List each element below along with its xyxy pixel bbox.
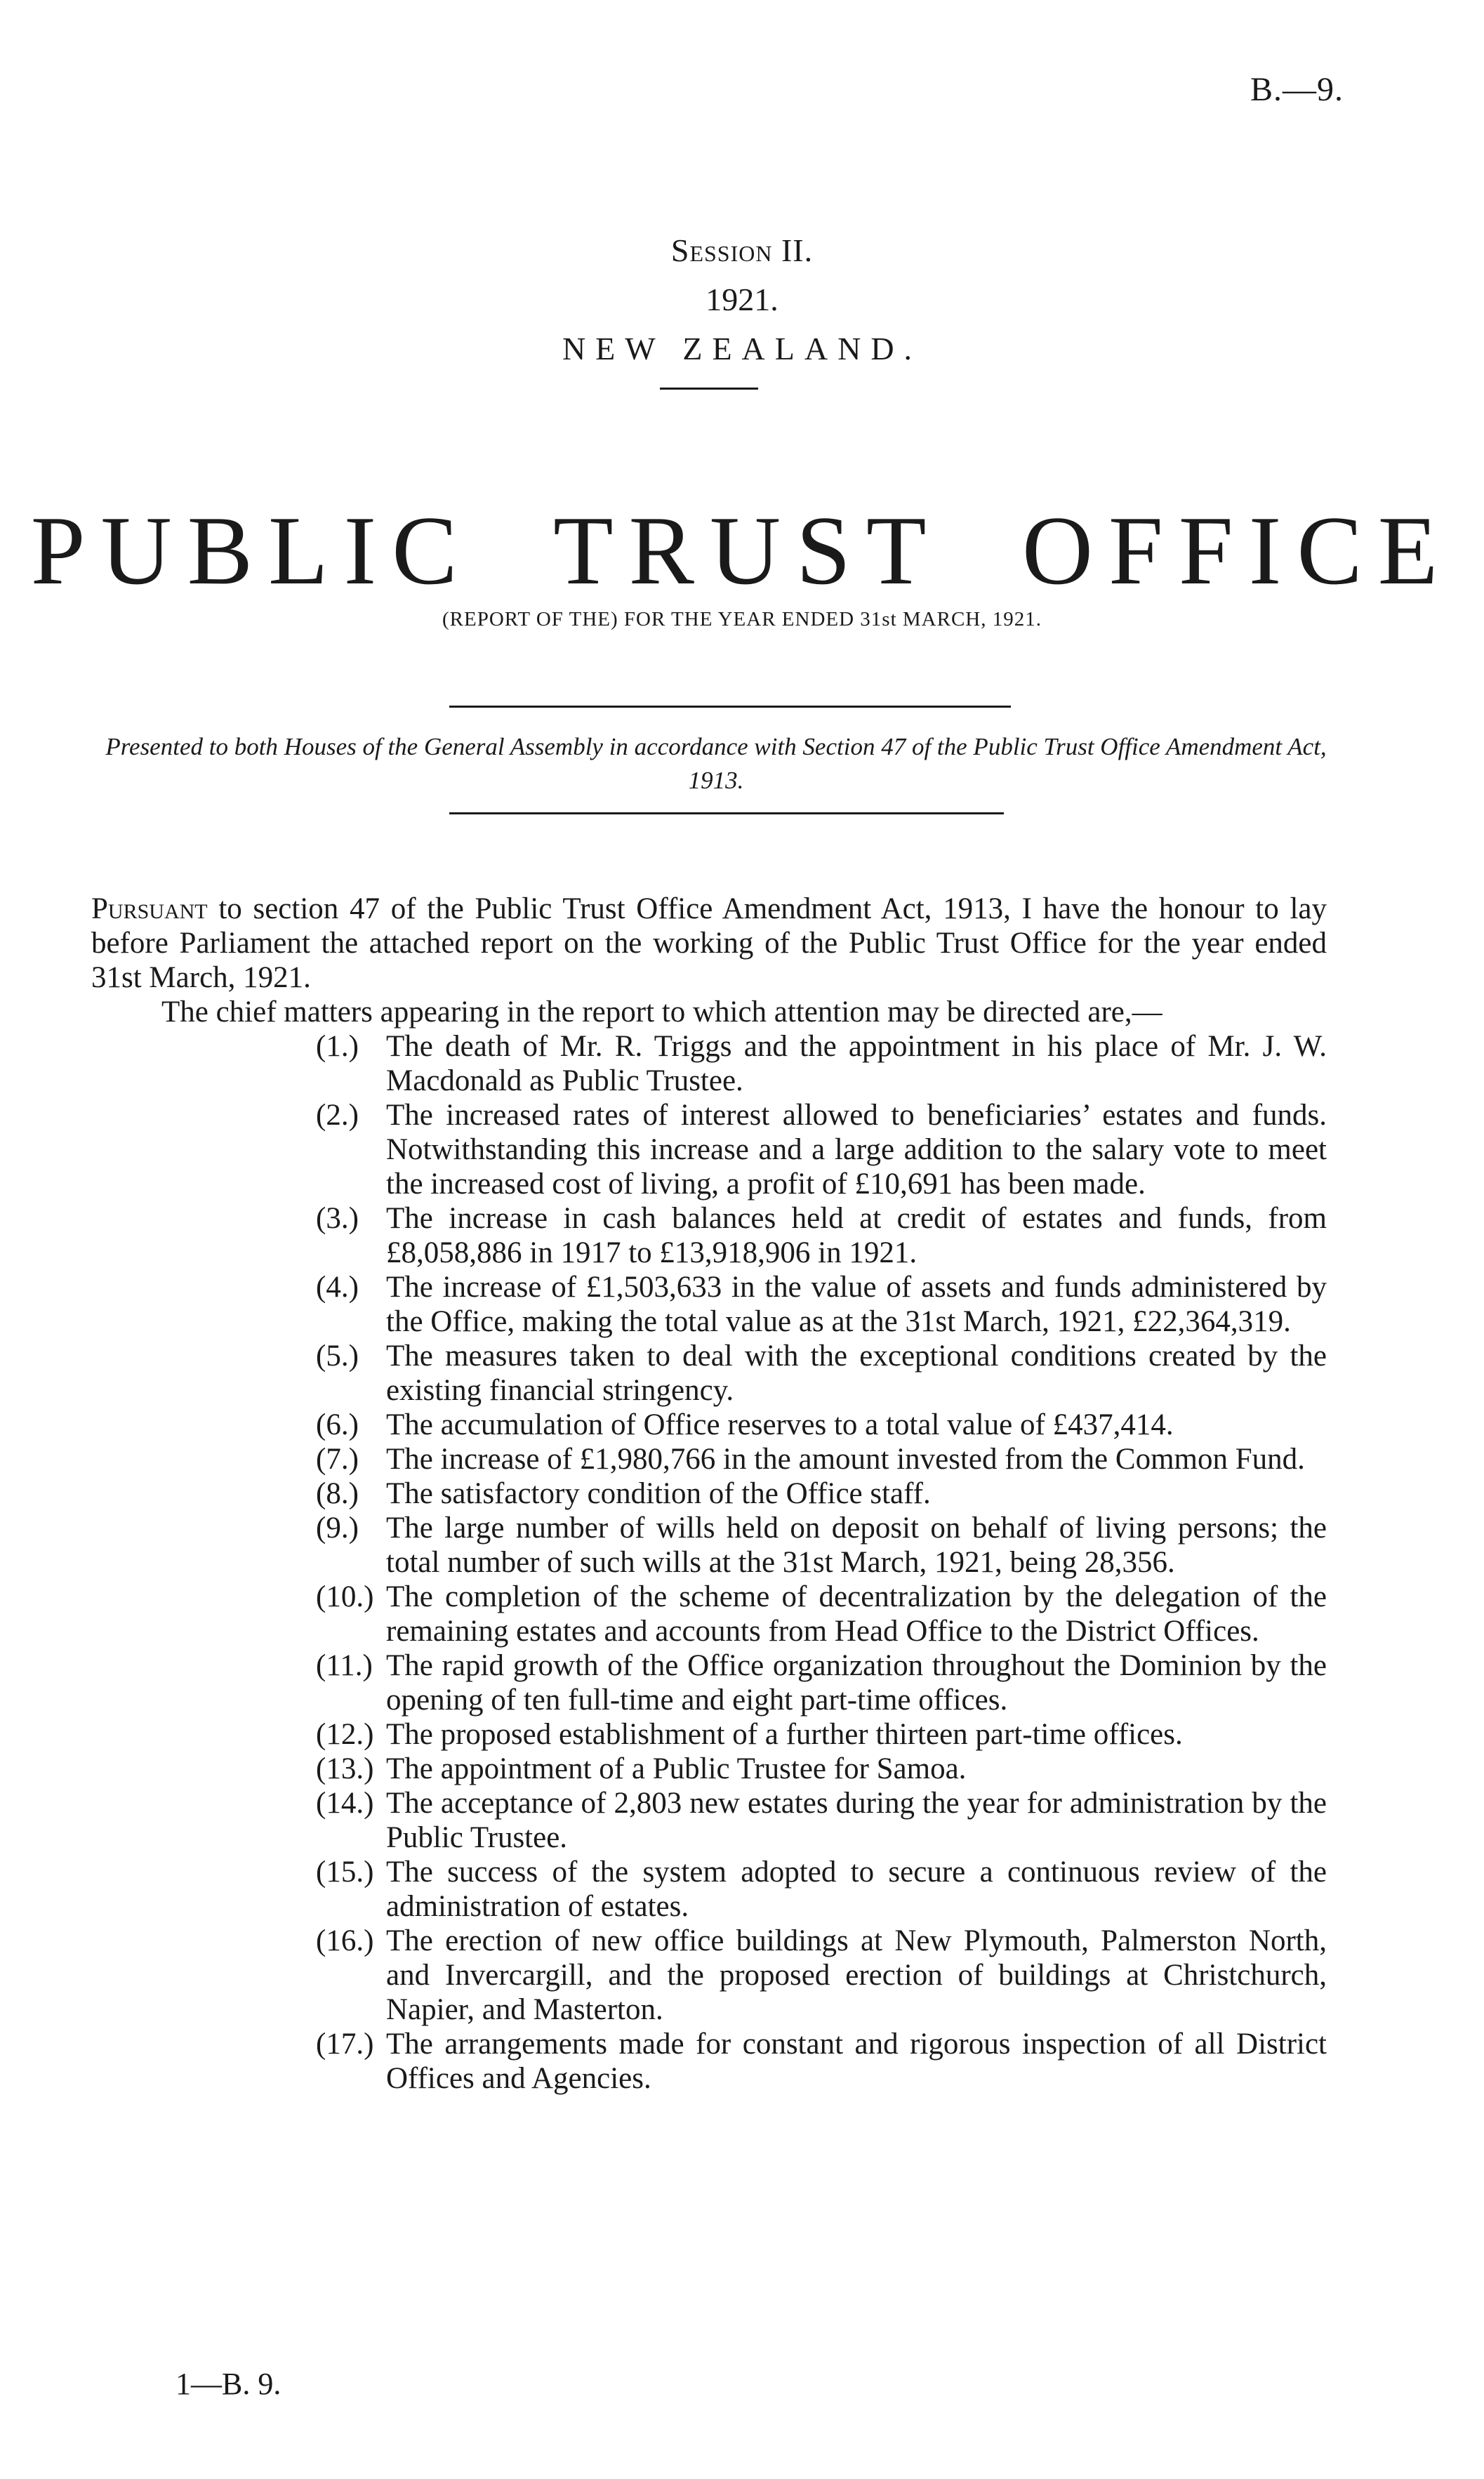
list-item-text: The erection of new office buildings at New Plymouth, Palmerston North, and Invercargill, and the proposed erection of buildings at Christchurch, Napier, and Masterton. [386,1924,1327,2026]
list-item-text: The increase in cash balances held at credit of estates and funds, from £8,058,886 in 1917 to £13,918,906 in 1921. [386,1202,1327,1269]
presentation-note: Presented to both Houses of the General Assembly in accordance with Section 47 of the Public Trust Office Amendment Act, 1913. [105,733,1327,794]
list-item-text: The proposed establishment of a further thirteen part-time offices. [386,1718,1183,1751]
list-item: (5.) The measures taken to deal with the exceptional conditions created by the existing financial stringency. [316,1340,1327,1407]
report-body [91,892,1327,2096]
divider-rule [660,388,758,390]
session-year: 1921. [705,282,779,317]
list-item: (4.) The increase of £1,503,633 in the value of assets and funds administered by the Office, making the total value as at the 31st March, 1921, £22,364,319. [316,1271,1327,1338]
list-item-text: The increase of £1,503,633 in the value of assets and funds administered by the Office, making the total value as at the 31st March, 1921, £22,364,319. [386,1271,1327,1338]
list-item: (7.) The increase of £1,980,766 in the amount invested from the Common Fund. [316,1443,1305,1476]
list-item: (15.) The success of the system adopted to secure a continuous review of the administration of estates. [316,1856,1327,1923]
list-item: (3.) The increase in cash balances held at credit of estates and funds, from £8,058,886 in 1917 to £13,918,906 in 1921. [316,1202,1327,1269]
list-item-text: The increase of £1,980,766 in the amount invested from the Common Fund. [386,1443,1305,1476]
list-item: (10.) The completion of the scheme of decentralization by the delegation of the remaining estates and accounts from Head Office to the District Offices. [316,1580,1327,1648]
list-item: (13.) The appointment of a Public Trustee for Samoa. [316,1752,967,1785]
divider-rule [449,812,1004,814]
list-item-text: The satisfactory condition of the Office staff. [386,1477,931,1510]
list-item: (14.) The acceptance of 2,803 new estates during the year for administration by the Public Trustee. [316,1787,1327,1854]
list-item: (17.) The arrangements made for constant and rigorous inspection of all District Offices and Agencies. [316,2028,1327,2095]
second-paragraph: The chief matters appearing in the report to which attention may be directed are,— [161,996,1162,1029]
intro-lead-word: Pursuant [91,892,208,925]
list-item-text: The accumulation of Office reserves to a total value of £437,414. [386,1408,1174,1441]
list-item-text: The arrangements made for constant and rigorous inspection of all District Offices and Agencies. [386,2028,1327,2095]
country-heading: NEW ZEALAND. [562,331,922,366]
list-item: (1.) The death of Mr. R. Triggs and the appointment in his place of Mr. J. W. Macdonald as Public Trustee. [316,1030,1327,1097]
list-item-text: The large number of wills held on deposit on behalf of living persons; the total number of such wills at the 31st March, 1921, being 28,356. [386,1512,1327,1579]
list-item: (2.) The increased rates of interest allowed to beneficiaries’ estates and funds. Notwithstanding this increase and a large addition to the salary vote to meet the increased cost of living, a profit of £10,691 has been made. [316,1099,1327,1201]
list-item-text: The success of the system adopted to secure a continuous review of the administration of estates. [386,1856,1327,1923]
list-item: (11.) The rapid growth of the Office organization throughout the Dominion by the opening of ten full-time and eight part-time offices. [316,1649,1327,1717]
list-item-text: The increased rates of interest allowed to beneficiaries’ estates and funds. Notwithstanding this increase and a large addition to the salary vote to meet the increased cost of living, a profit of £10,691 has been made. [386,1099,1327,1201]
list-item-text: The rapid growth of the Office organization throughout the Dominion by the opening of ten full-time and eight part-time offices. [386,1649,1327,1717]
list-item: (9.) The large number of wills held on deposit on behalf of living persons; the total number of such wills at the 31st March, 1921, being 28,356. [316,1512,1327,1579]
list-item-text: The acceptance of 2,803 new estates during the year for administration by the Public Trustee. [386,1787,1327,1854]
list-item: (8.) The satisfactory condition of the Office staff. [316,1477,931,1510]
list-item: (12.) The proposed establishment of a further thirteen part-time offices. [316,1718,1183,1751]
sheet-reference: 1—B. 9. [175,2367,281,2401]
list-item-text: The completion of the scheme of decentralization by the delegation of the remaining estates and accounts from Head Office to the District Offices. [386,1580,1327,1648]
list-item-text: The appointment of a Public Trustee for Samoa. [386,1752,967,1785]
document-subtitle: (REPORT OF THE) FOR THE YEAR ENDED 31st MARCH, 1921. [442,608,1042,630]
intro-paragraph [91,892,1327,995]
intro-text: to section 47 of the Public Trust Office Amendment Act, 1913, I have the honour to lay before Parliament the attached report on the working of the Public Trust Office for the year ended 31st March, 1921. [91,892,1327,994]
list-item-text: The death of Mr. R. Triggs and the appointment in his place of Mr. J. W. Macdonald as Public Trustee. [386,1030,1327,1097]
list-item-text: The measures taken to deal with the exceptional conditions created by the existing financial stringency. [386,1340,1327,1407]
matters-list [91,1029,1327,2096]
divider-rule [449,706,1011,708]
list-item: (16.) The erection of new office buildings at New Plymouth, Palmerston North, and Invercargill, and the proposed erection of buildings at Christchurch, Napier, and Masterton. [316,1924,1327,2026]
list-item: (6.) The accumulation of Office reserves to a total value of £437,414. [316,1408,1174,1441]
document-title: PUBLIC TRUST OFFICE [30,496,1454,605]
page-reference: B.—9. [1250,71,1344,108]
session-label: Session II. [670,232,814,268]
